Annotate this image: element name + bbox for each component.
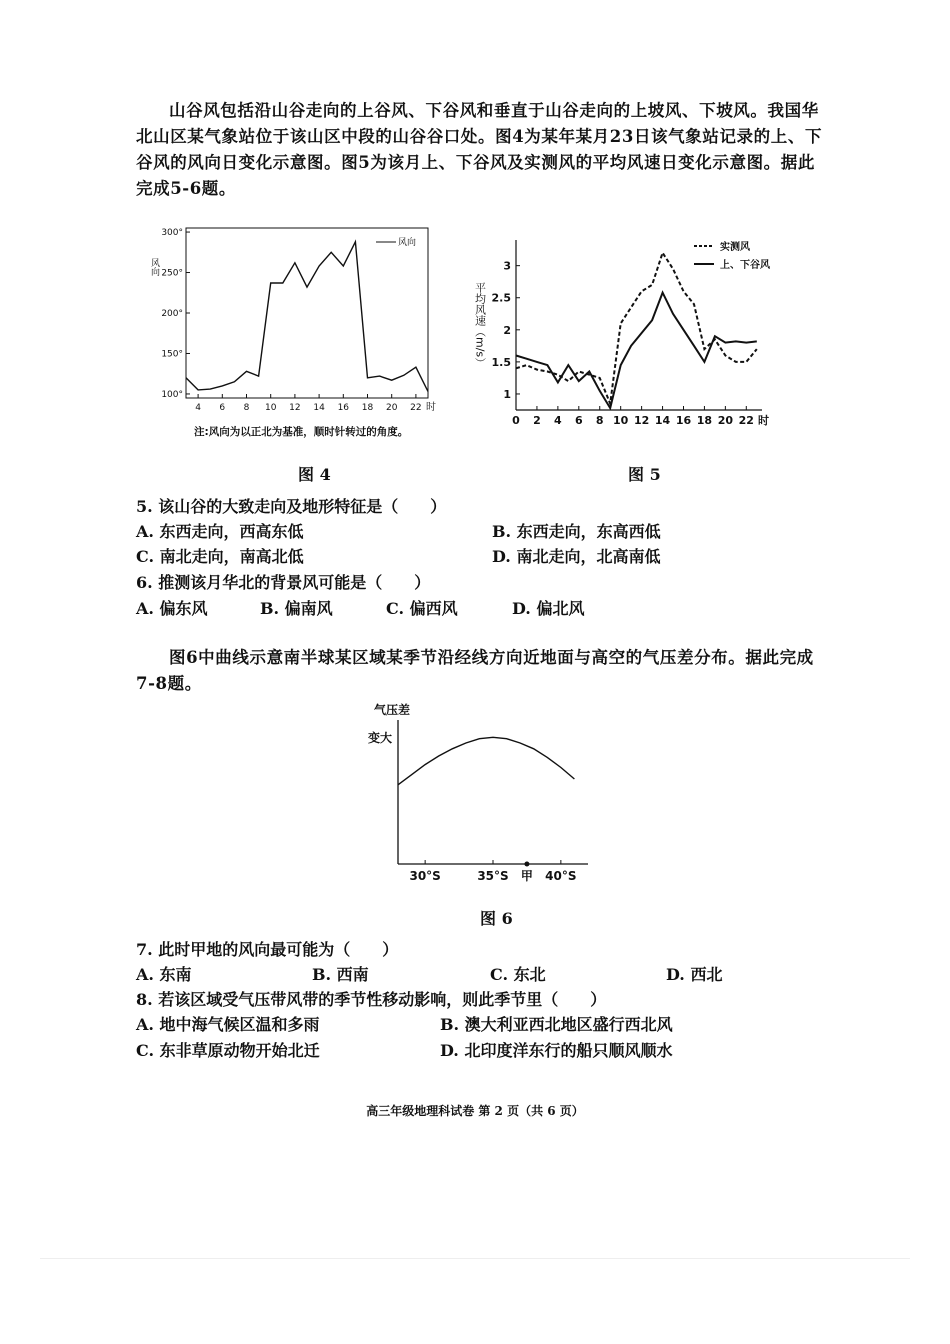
fig4-frame bbox=[186, 228, 428, 398]
fig5-xtick-label: 2 bbox=[533, 414, 541, 427]
fig5-xtick-label: 12 bbox=[633, 414, 650, 427]
fig6-xtick-label: 40°S bbox=[545, 869, 577, 883]
fig5-y-label: 平均风速（m/s） bbox=[473, 282, 487, 369]
fig4-xtick-label: 8 bbox=[243, 403, 250, 413]
fig4-ytick-label: 150° bbox=[161, 349, 183, 360]
q5-stem: 5. 该山谷的大致走向及地形特征是（ ） bbox=[136, 497, 447, 516]
fig5-ytick-label: 3 bbox=[503, 259, 511, 273]
fig5-ytick-label: 1 bbox=[503, 387, 511, 401]
q5-option-c[interactable]: C. 南北走向，南高北低 bbox=[136, 547, 304, 566]
q7-option-b[interactable]: B. 西南 bbox=[312, 965, 369, 984]
q5-option-a[interactable]: A. 东西走向，西高东低 bbox=[136, 522, 304, 541]
fig5-x-unit: 时 bbox=[758, 414, 769, 427]
fig5-xtick-label: 8 bbox=[595, 414, 604, 427]
fig4-x-unit: 时 bbox=[426, 402, 436, 413]
fig6-axes bbox=[398, 720, 588, 864]
fig6-point-jia bbox=[524, 862, 529, 867]
q6-option-a[interactable]: A. 偏东风 bbox=[136, 599, 208, 618]
fig4-series-line bbox=[186, 242, 428, 392]
fig4-chart bbox=[140, 218, 436, 438]
fig4-ytick-label: 200° bbox=[161, 309, 183, 319]
fig4-xtick-label: 6 bbox=[219, 403, 226, 413]
fig5-xtick-label: 20 bbox=[717, 414, 734, 427]
q5-option-d[interactable]: D. 南北走向，北高南低 bbox=[492, 547, 661, 566]
fig4-xtick-label: 18 bbox=[361, 403, 374, 413]
fig4-note: 注:风向为以正北为基准，顺时针转过的角度。 bbox=[194, 426, 409, 438]
fig5-lines bbox=[516, 253, 757, 408]
fig4-xtick-label: 22 bbox=[410, 403, 422, 413]
q6-option-d[interactable]: D. 偏北风 bbox=[512, 599, 585, 618]
fig4-xtick-label: 10 bbox=[264, 403, 277, 413]
q8-option-d[interactable]: D. 北印度洋东行的船只顺风顺水 bbox=[440, 1041, 673, 1060]
fig5-series-measured bbox=[516, 253, 757, 404]
fig4-axes bbox=[186, 228, 428, 398]
fig5-xtick-label: 6 bbox=[574, 414, 583, 427]
fig5-legend-measured: 实测风 bbox=[720, 242, 750, 253]
fig4-xtick-label: 14 bbox=[313, 403, 325, 413]
fig5-series-valley bbox=[516, 293, 757, 409]
fig5-xtick-label: 10 bbox=[613, 414, 629, 427]
intro-paragraph-2: 图6中曲线示意南半球某区域某季节沿经线方向近地面与高空的气压差分布。据此完成7-8题。 bbox=[136, 648, 814, 693]
fig4-lines bbox=[186, 242, 428, 392]
fig4-xtick-label: 16 bbox=[337, 403, 350, 413]
intro-paragraph-1: 山谷风包括沿山谷走向的上谷风、下谷风和垂直于山谷走向的上坡风、下坡风。我国华北山区某气象站位于该山区中段的山谷谷口处。图4为某年某月23日该气象站记录的上、下谷风的风向日变化示意图。图5为该月上、下谷风及实测风的平均风速日变化示意图。据此完成5-6题。 bbox=[136, 101, 823, 198]
q6-option-c[interactable]: C. 偏西风 bbox=[386, 599, 458, 618]
fig4-y-label: 风向 bbox=[149, 258, 159, 276]
fig6-curve bbox=[398, 737, 574, 785]
fig5-ytick-label: 2.5 bbox=[491, 291, 511, 305]
fig5-chart bbox=[472, 232, 772, 432]
fig5-ytick-label: 1.5 bbox=[491, 355, 511, 369]
q8-option-b[interactable]: B. 澳大利亚西北地区盛行西北风 bbox=[440, 1015, 673, 1034]
q6-stem: 6. 推测该月华北的背景风可能是（ ） bbox=[136, 573, 431, 592]
q5-option-b[interactable]: B. 东西走向，东高西低 bbox=[492, 522, 661, 541]
q6-option-b[interactable]: B. 偏南风 bbox=[260, 599, 333, 618]
bottom-divider bbox=[40, 1258, 910, 1259]
fig5-ytick-label: 2 bbox=[503, 323, 511, 337]
fig5-ticks bbox=[492, 260, 754, 427]
fig6-xtick-label: 30°S bbox=[409, 869, 441, 883]
fig4-caption: 图 4 bbox=[298, 465, 331, 484]
fig4-ticks bbox=[161, 228, 421, 413]
fig5-caption: 图 5 bbox=[628, 465, 661, 484]
q8-stem: 8. 若该区域受气压带风带的季节性移动影响，则此季节里（ ） bbox=[136, 990, 607, 1009]
q7-option-c[interactable]: C. 东北 bbox=[490, 965, 546, 984]
fig4-xtick-label: 4 bbox=[195, 403, 201, 413]
q7-stem: 7. 此时甲地的风向最可能为（ ） bbox=[136, 940, 399, 959]
fig6-chart bbox=[360, 696, 600, 896]
fig5-xtick-label: 4 bbox=[554, 414, 562, 427]
q7-option-d[interactable]: D. 西北 bbox=[666, 965, 723, 984]
fig5-xtick-label: 18 bbox=[696, 414, 713, 427]
fig5-xtick-label: 0 bbox=[512, 414, 520, 427]
fig6-xtick-label: 35°S bbox=[477, 869, 509, 883]
fig4-ytick-label: 300° bbox=[161, 228, 183, 239]
q8-option-c[interactable]: C. 东非草原动物开始北迁 bbox=[136, 1041, 320, 1060]
fig4-xtick-label: 20 bbox=[385, 403, 398, 413]
fig4-ytick-label: 250° bbox=[161, 268, 183, 279]
fig6-lines bbox=[398, 737, 574, 785]
fig6-y-hint: 变大 bbox=[368, 731, 393, 745]
page-footer: 高三年级地理科试卷 第 2 页（共 6 页） bbox=[366, 1104, 584, 1118]
fig5-xtick-label: 22 bbox=[738, 414, 754, 427]
q8-option-a[interactable]: A. 地中海气候区温和多雨 bbox=[136, 1015, 320, 1034]
fig5-xtick-label: 14 bbox=[654, 414, 671, 427]
fig5-legend-valley: 上、下谷风 bbox=[720, 260, 770, 271]
fig6-xtick-label: 甲 bbox=[520, 869, 533, 883]
fig4-xtick-label: 12 bbox=[289, 403, 301, 413]
fig6-caption: 图 6 bbox=[480, 909, 513, 928]
fig5-xtick-label: 16 bbox=[675, 414, 692, 427]
fig4-legend-label: 风向 bbox=[398, 238, 417, 248]
q7-option-a[interactable]: A. 东南 bbox=[136, 965, 192, 984]
fig6-y-label: 气压差 bbox=[374, 703, 411, 717]
fig4-ytick-label: 100° bbox=[161, 389, 183, 400]
